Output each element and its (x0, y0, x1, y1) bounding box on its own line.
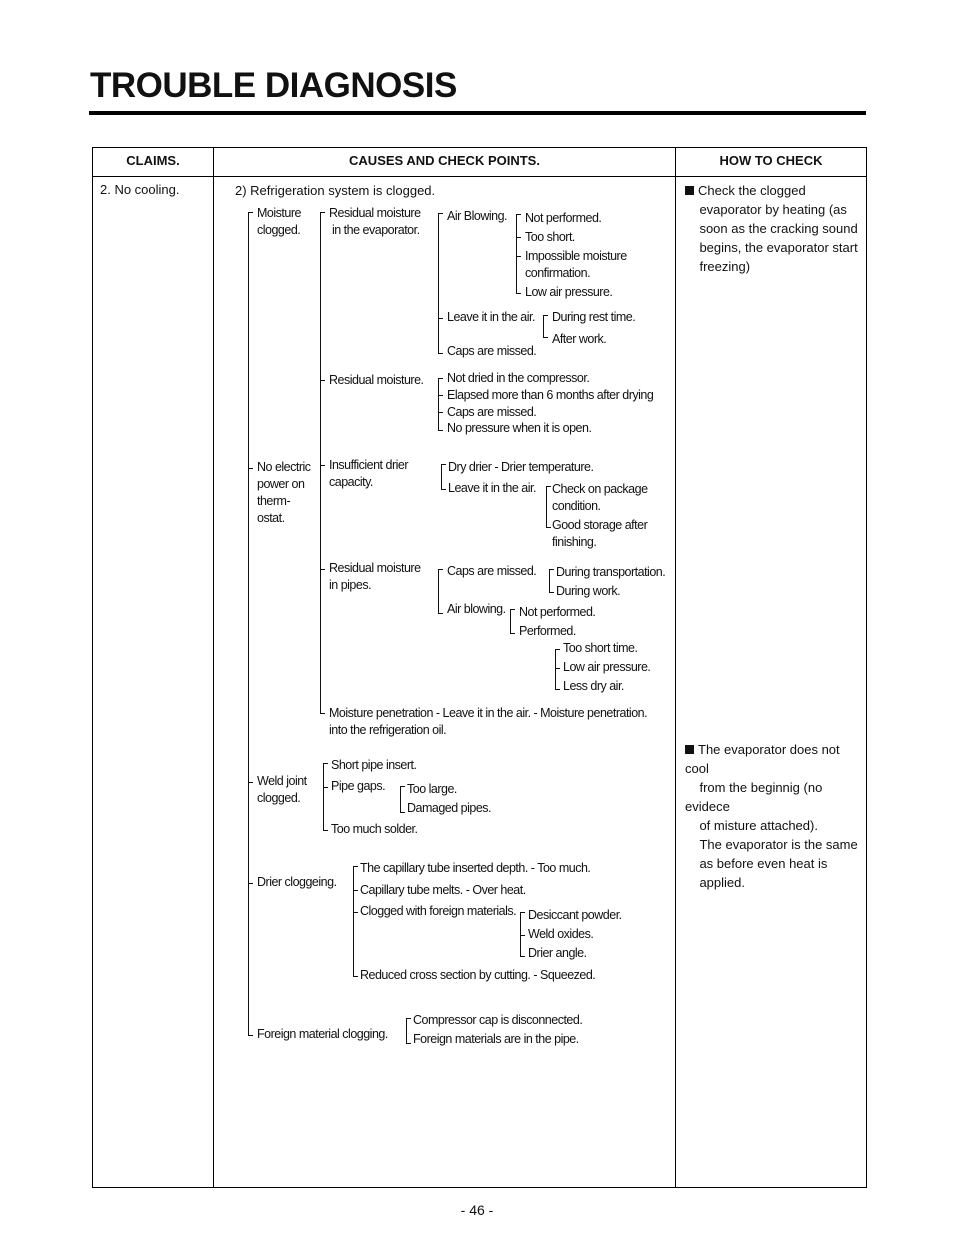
tree-tick (510, 609, 515, 610)
check-compressor-cap: Compressor cap is disconnected. (413, 1013, 583, 1027)
check-after-work: After work. (552, 332, 607, 346)
check-capillary-depth: The capillary tube inserted depth. - Too much. (360, 861, 591, 875)
tree-tick (555, 689, 560, 690)
tree-tick (546, 486, 551, 487)
header-divider (93, 176, 866, 177)
tree-branch (400, 786, 401, 812)
tree-branch (248, 212, 249, 1036)
check-elapsed: Elapsed more than 6 months after drying (447, 388, 654, 402)
header-how-to-check: HOW TO CHECK (719, 153, 823, 168)
tree-tick (546, 527, 551, 528)
tree-tick (520, 956, 525, 957)
page-number: - 46 - (460, 1202, 494, 1218)
column-divider (213, 148, 214, 1187)
tree-tick (438, 318, 443, 319)
claim-text: 2. No cooling. (100, 182, 180, 197)
check-during-transportation: During transportation. (556, 565, 666, 579)
tree-tick (438, 353, 443, 354)
header-claims: CLAIMS. (126, 153, 180, 168)
tree-branch (546, 486, 547, 527)
cause-insufficient-drier: Insufficient drier capacity. (329, 458, 409, 489)
tree-tick (320, 713, 325, 714)
tree-tick (248, 1035, 253, 1036)
check-pipe-gaps: Pipe gaps. (331, 779, 386, 793)
title-rule (89, 111, 866, 115)
tree-tick (520, 912, 525, 913)
tree-branch (353, 866, 354, 976)
tree-branch (520, 912, 521, 956)
cause-foreign-material-clogging: Foreign material clogging. (257, 1027, 388, 1041)
tree-tick (248, 468, 253, 469)
check-not-performed-2: Not performed. (519, 605, 596, 619)
check-air-blowing: Air Blowing. (447, 209, 507, 223)
tree-tick (353, 976, 358, 977)
cause-weld-joint-clogged: Weld joint clogged. (257, 774, 307, 805)
tree-tick (438, 378, 443, 379)
check-not-performed: Not performed. (525, 211, 602, 225)
cause-residual-evaporator: Residual moisture in the evaporator. (329, 206, 421, 237)
tree-tick (353, 866, 358, 867)
tree-tick (406, 1018, 411, 1019)
cause-moisture-clogged: Moisture clogged. (257, 206, 301, 237)
tree-tick (441, 489, 446, 490)
tree-branch (438, 213, 439, 354)
square-bullet-icon (685, 186, 694, 195)
check-package-condition: Check on package condition. (552, 482, 648, 513)
check-air-blowing-2: Air blowing. (447, 602, 506, 616)
tree-tick (248, 883, 253, 884)
check-no-pressure: No pressure when it is open. (447, 421, 592, 435)
check-dry-drier: Dry drier - Drier temperature. (448, 460, 594, 474)
tree-tick (438, 569, 443, 570)
tree-tick (520, 935, 525, 936)
how-to-check-no-cool: The evaporator does not cool from the beginnig (no evidece of misture attached). The evaporator is the same as before even heat is applied. (685, 742, 858, 890)
check-drier-angle: Drier angle. (528, 946, 587, 960)
page-title: TROUBLE DIAGNOSIS (90, 66, 457, 105)
tree-tick (320, 380, 325, 381)
tree-tick (353, 890, 358, 891)
check-good-storage: Good storage after finishing. (552, 518, 648, 549)
cause-drier-clogging: Drier cloggeing. (257, 875, 337, 889)
tree-branch (441, 464, 442, 489)
check-caps-missed-3: Caps are missed. (447, 564, 537, 578)
section-title: 2) Refrigeration system is clogged. (235, 183, 436, 198)
check-too-much-solder: Too much solder. (331, 822, 418, 836)
tree-tick (543, 315, 548, 316)
tree-tick (438, 395, 443, 396)
check-less-dry-air: Less dry air. (563, 679, 624, 693)
check-low-air-pressure: Low air pressure. (525, 285, 613, 299)
cause-moisture-penetration: Moisture penetration - Leave it in the air. - Moisture penetration. into the refrigeration oil. (329, 706, 648, 737)
tree-tick (510, 633, 515, 634)
tree-branch (510, 609, 511, 633)
tree-branch (516, 214, 517, 294)
check-not-dried: Not dried in the compressor. (447, 371, 590, 385)
check-desiccant-powder: Desiccant powder. (528, 908, 622, 922)
tree-tick (323, 787, 328, 788)
check-too-short: Too short. (525, 230, 575, 244)
cause-no-electric-power: No electric power on therm- ostat. (257, 460, 311, 525)
check-short-pipe-insert: Short pipe insert. (331, 758, 417, 772)
tree-tick (248, 212, 253, 213)
tree-tick (543, 337, 548, 338)
tree-tick (438, 412, 443, 413)
check-caps-missed: Caps are missed. (447, 344, 537, 358)
check-impossible-moisture: Impossible moisture confirmation. (525, 249, 627, 280)
tree-tick (438, 213, 443, 214)
tree-tick (320, 465, 325, 466)
cause-residual-pipes: Residual moisture in pipes. (329, 561, 421, 592)
tree-tick (549, 569, 554, 570)
tree-branch (320, 212, 321, 714)
tree-tick (516, 293, 521, 294)
tree-branch (438, 569, 439, 613)
square-bullet-icon (685, 745, 694, 754)
tree-tick (400, 812, 405, 813)
tree-tick (248, 782, 253, 783)
tree-tick (406, 1043, 411, 1044)
check-capillary-melts: Capillary tube melts. - Over heat. (360, 883, 526, 897)
check-clogged-foreign: Clogged with foreign materials. (360, 904, 517, 918)
check-foreign-in-pipe: Foreign materials are in the pipe. (413, 1032, 579, 1046)
tree-tick (555, 668, 560, 669)
check-caps-missed-2: Caps are missed. (447, 405, 537, 419)
check-damaged-pipes: Damaged pipes. (407, 801, 492, 815)
tree-branch (543, 315, 544, 337)
tree-tick (320, 569, 325, 570)
tree-tick (353, 912, 358, 913)
tree-tick (323, 763, 328, 764)
check-low-air-pressure-2: Low air pressure. (563, 660, 651, 674)
tree-branch (438, 378, 439, 430)
check-weld-oxides: Weld oxides. (528, 927, 594, 941)
tree-tick (516, 237, 521, 238)
check-too-short-time: Too short time. (563, 641, 638, 655)
tree-branch (549, 569, 550, 592)
tree-tick (549, 592, 554, 593)
how-to-check-heating: Check the clogged evaporator by heating (as soon as the cracking sound begins, the evaporator start freezing) (685, 181, 861, 276)
check-reduced-cross-section: Reduced cross section by cutting. - Squeezed. (360, 968, 596, 982)
tree-branch (323, 763, 324, 830)
check-leave-in-air: Leave it in the air. (447, 310, 535, 324)
tree-tick (441, 464, 446, 465)
tree-tick (323, 830, 328, 831)
tree-tick (438, 613, 443, 614)
tree-branch (555, 649, 556, 689)
tree-tick (320, 212, 325, 213)
column-divider (675, 148, 676, 1187)
tree-tick (438, 430, 443, 431)
tree-tick (400, 786, 405, 787)
check-performed: Performed. (519, 624, 576, 638)
check-too-large: Too large. (407, 782, 457, 796)
header-causes: CAUSES AND CHECK POINTS. (349, 153, 540, 168)
tree-tick (555, 649, 560, 650)
check-during-work: During work. (556, 584, 621, 598)
tree-tick (516, 214, 521, 215)
tree-branch (406, 1018, 407, 1043)
check-leave-in-air-2: Leave it in the air. (448, 481, 536, 495)
cause-residual-moisture: Residual moisture. (329, 373, 424, 387)
tree-tick (516, 256, 521, 257)
check-rest-time: During rest time. (552, 310, 636, 324)
